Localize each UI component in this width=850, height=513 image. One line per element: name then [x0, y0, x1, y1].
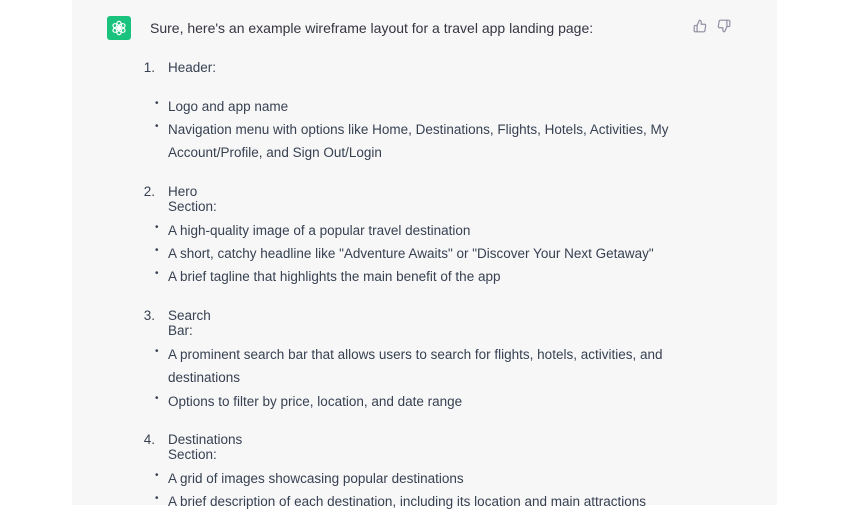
bullet-marker: • [155, 245, 159, 256]
section-title: Search Bar: [168, 308, 211, 338]
list-item: A short, catchy headline like "Adventure Awaits" or "Discover Your Next Getaway" [168, 246, 654, 261]
list-item: A high-quality image of a popular travel destination [168, 223, 471, 238]
message-intro: Sure, here's an example wireframe layout for a travel app landing page: [150, 20, 594, 36]
like-button[interactable] [692, 18, 708, 34]
section-number: 1. [143, 60, 155, 75]
section-number: 2. [143, 184, 155, 199]
section-title: Hero Section: [168, 184, 217, 214]
section-number: 3. [143, 308, 155, 323]
list-item: A prominent search bar that allows users to search for flights, hotels, activities, and destinations [168, 347, 663, 385]
bullet-marker: • [155, 98, 159, 109]
list-item: Logo and app name [168, 99, 289, 114]
dislike-button[interactable] [716, 18, 732, 34]
thumbs-up-icon [693, 19, 707, 33]
list-item: Navigation menu with options like Home, Destinations, Flights, Hotels, Activities, My Account/Profile, and Sign Out/Login [168, 122, 669, 160]
bullet-marker: • [155, 393, 159, 404]
bullet-marker: • [155, 222, 159, 233]
section-title: Header: [168, 60, 217, 75]
list-item: A brief tagline that highlights the main benefit of the app [168, 269, 501, 284]
feedback-controls [692, 18, 732, 34]
list-item: A grid of images showcasing popular destinations [168, 471, 464, 486]
bullet-marker: • [155, 346, 159, 357]
bullet-marker: • [155, 268, 159, 279]
bullet-marker: • [155, 493, 159, 504]
thumbs-down-icon [717, 19, 731, 33]
section-title: Destinations Section: [168, 432, 243, 462]
list-item: Options to filter by price, location, and date range [168, 394, 463, 409]
list-item: A brief description of each destination, including its location and main attractions [168, 494, 647, 509]
openai-logo-icon [110, 19, 128, 37]
bullet-marker: • [155, 121, 159, 132]
bullet-marker: • [155, 470, 159, 481]
assistant-avatar [107, 16, 131, 40]
section-number: 4. [143, 432, 155, 447]
